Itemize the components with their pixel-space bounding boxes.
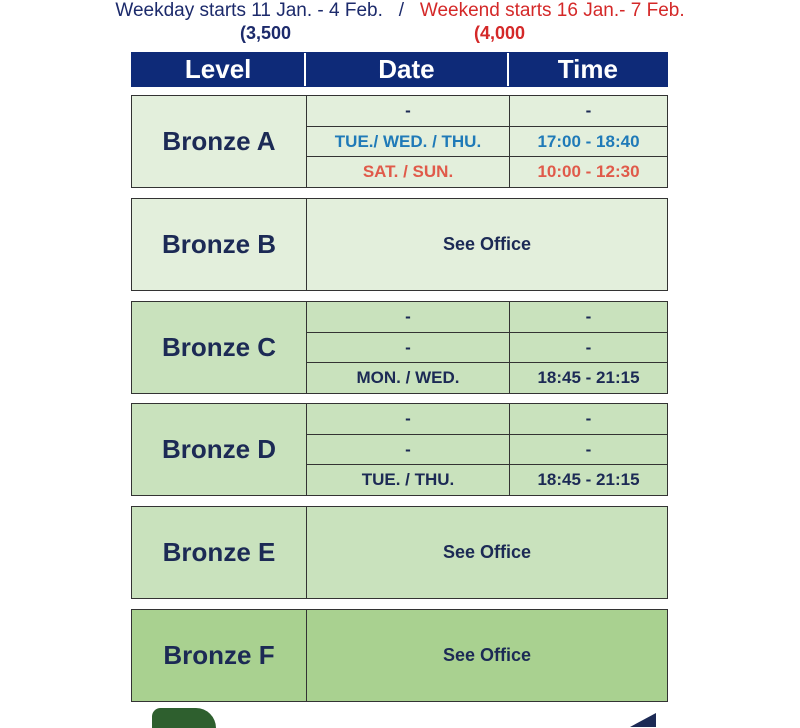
see-office-note: See Office (442, 542, 532, 562)
header-level: Level (132, 53, 306, 86)
schedule-row (307, 363, 667, 393)
schedule-row (307, 127, 667, 158)
date-cell: - (307, 404, 510, 434)
schedule-row (307, 404, 667, 435)
table-header (131, 52, 668, 87)
schedule-row (307, 302, 667, 333)
time-cell: - (585, 306, 592, 326)
date-cell: - (307, 96, 510, 126)
date-cell: - (307, 435, 510, 465)
level-name: Bronze C (132, 302, 307, 393)
level-name: Bronze B (132, 199, 307, 290)
level-block-bronze-f (131, 609, 668, 702)
period-separator: / (398, 0, 405, 21)
weekday-price: (3,500 (240, 23, 292, 43)
level-name: Bronze D (132, 404, 307, 495)
schedule-row (307, 465, 667, 495)
level-block-bronze-c (131, 301, 668, 394)
date-cell: - (307, 302, 510, 332)
time-cell: - (585, 408, 592, 428)
schedule-rows (307, 404, 667, 495)
level-block-bronze-e (131, 506, 668, 599)
see-office-note: See Office (442, 645, 532, 665)
see-office-note: See Office (442, 234, 532, 254)
date-cell: SAT. / SUN. (307, 157, 510, 187)
time-cell: 18:45 - 21:15 (537, 470, 640, 490)
date-cell: TUE./ WED. / THU. (307, 127, 510, 157)
level-name: Bronze E (132, 507, 307, 598)
header-time: Time (557, 54, 618, 84)
weekday-period: Weekday starts 11 Jan. - 4 Feb. (115, 0, 383, 21)
date-cell: TUE. / THU. (307, 465, 510, 495)
schedule-rows (307, 302, 667, 393)
level-block-bronze-b (131, 198, 668, 291)
level-block-bronze-a (131, 95, 668, 188)
schedule-row (307, 96, 667, 127)
time-cell: - (585, 337, 592, 357)
header-date: Date (306, 53, 508, 86)
weekend-price: (4,000 (474, 23, 526, 43)
time-cell: 17:00 - 18:40 (537, 131, 640, 151)
schedule-row (307, 157, 667, 187)
schedule-row (307, 435, 667, 466)
time-cell: 10:00 - 12:30 (537, 162, 640, 182)
schedule-row (307, 333, 667, 364)
level-block-bronze-d (131, 403, 668, 496)
time-cell: - (585, 100, 592, 120)
weekend-period: Weekend starts 16 Jan.- 7 Feb. (419, 0, 685, 21)
schedule-rows (307, 96, 667, 187)
time-cell: - (585, 439, 592, 459)
level-name: Bronze A (132, 96, 307, 187)
level-name: Bronze F (132, 610, 307, 701)
cropped-letter-shape (152, 708, 216, 728)
date-cell: MON. / WED. (307, 363, 510, 393)
schedule-intro (0, 0, 800, 22)
date-cell: - (307, 333, 510, 363)
time-cell: 18:45 - 21:15 (537, 368, 640, 388)
